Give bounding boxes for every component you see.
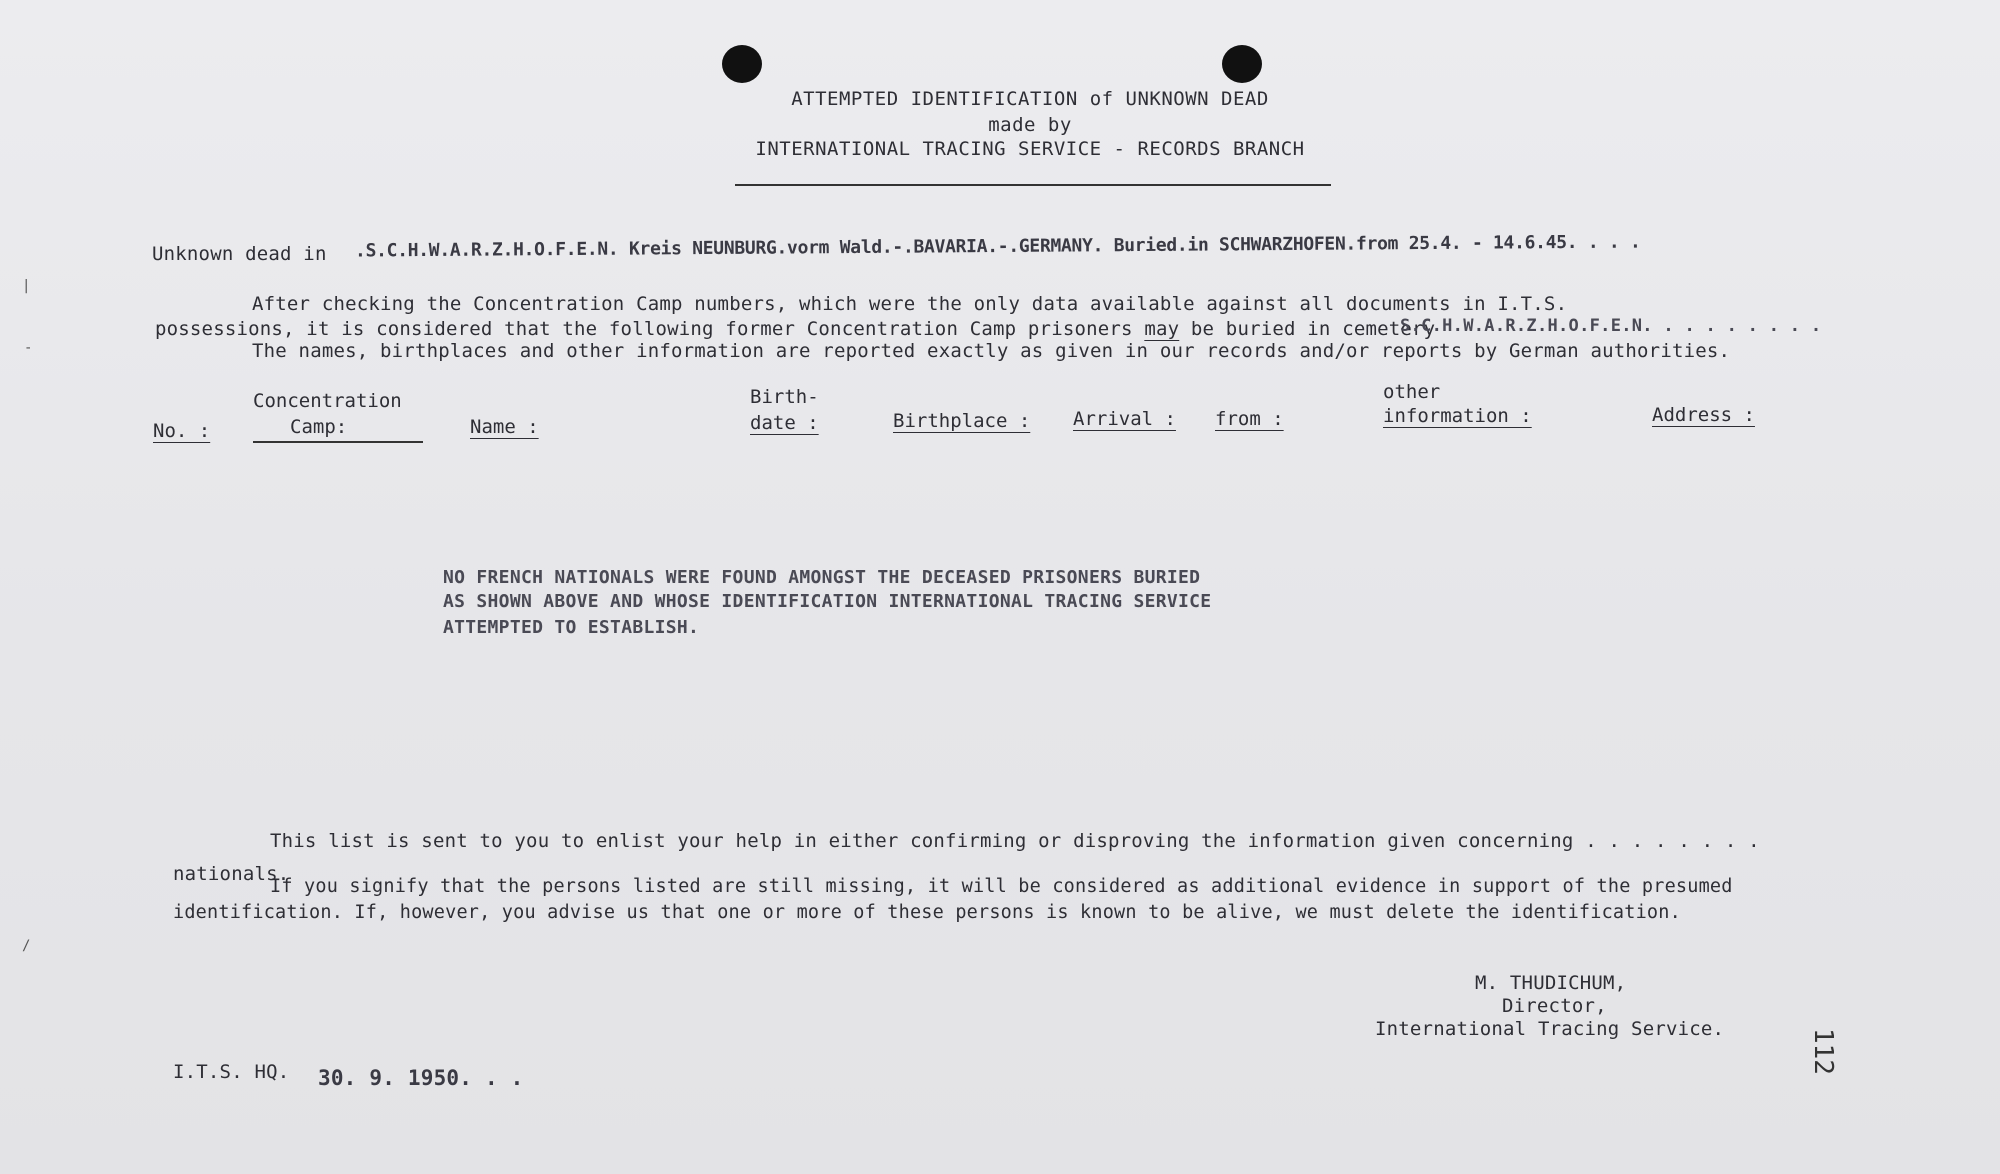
footer-date: 30. 9. 1950. . . <box>318 1066 524 1090</box>
intro-cemetery-stamp: S.C.H.W.A.R.Z.H.O.F.E.N. . . . . . . . . <box>1400 316 1822 336</box>
col-arrival: Arrival : <box>1073 408 1176 430</box>
intro-line-3: The names, birthplaces and other information are reported exactly as given in our records and/or reports by German authorities. <box>252 340 1731 362</box>
col-camp-underline <box>253 441 423 443</box>
margin-tick-3: / <box>22 938 31 954</box>
closing-line-4: identification. If, however, you advise us that one or more of these persons is known to be alive, we must delete the identification. <box>173 902 1681 923</box>
intro-line-2-a: possessions, it is considered that the following former Concentration Camp prisoners <box>155 318 1133 340</box>
col-camp-1: Concentration <box>253 390 402 412</box>
col-name: Name : <box>470 416 539 438</box>
punch-hole-left <box>722 45 762 83</box>
punch-hole-right <box>1222 45 1262 83</box>
margin-tick-2: - <box>24 340 33 356</box>
intro-may: may <box>1144 318 1180 340</box>
intro-line-2-b: be buried in cemetery <box>1190 318 1436 340</box>
header-line-1: ATTEMPTED IDENTIFICATION of UNKNOWN DEAD <box>791 88 1269 110</box>
page-number: 112 <box>1808 1028 1838 1075</box>
intro-line-1: After checking the Concentration Camp numbers, which were the only data available against all documents in I.T.S. <box>252 293 1568 315</box>
signature-title: Director, <box>1502 995 1607 1017</box>
col-other-1: other <box>1383 381 1441 403</box>
col-other-2: information : <box>1383 405 1532 427</box>
signature-org: International Tracing Service. <box>1375 1018 1725 1040</box>
col-no: No. : <box>153 420 211 442</box>
location-value: .S.C.H.W.A.R.Z.H.O.F.E.N. Kreis NEUNBURG.vorm Wald.-.BAVARIA.-.GERMANY. Buried.in SCHWARZHOFEN.from 25.4. - 14.6.45. . . . <box>354 231 1641 262</box>
col-birthplace: Birthplace : <box>893 410 1031 432</box>
col-camp-2: Camp: <box>290 416 348 438</box>
footer-office: I.T.S. HQ. <box>173 1061 290 1083</box>
closing-line-3: If you signify that the persons listed are still missing, it will be considered as additional evidence in support of the presumed <box>270 876 1733 897</box>
stamp-line-2: AS SHOWN ABOVE AND WHOSE IDENTIFICATION INTERNATIONAL TRACING SERVICE <box>443 591 1212 612</box>
signature-name: M. THUDICHUM, <box>1475 972 1627 994</box>
header-line-3: INTERNATIONAL TRACING SERVICE - RECORDS BRANCH <box>755 138 1305 160</box>
closing-line-1: This list is sent to you to enlist your help in either confirming or disproving the information given concerning . . . . . . . . <box>270 830 1760 852</box>
location-prefix: Unknown dead in <box>152 243 327 265</box>
header-rule <box>735 184 1331 186</box>
intro-line-2 <box>155 318 1435 340</box>
margin-tick-1: | <box>22 278 31 294</box>
header-line-2: made by <box>988 114 1072 136</box>
col-birthdate-2: date : <box>750 412 819 434</box>
closing-line-2: nationals. <box>173 863 290 885</box>
stamp-line-1: NO FRENCH NATIONALS WERE FOUND AMONGST THE DECEASED PRISONERS BURIED <box>443 567 1201 588</box>
col-birthdate-1: Birth- <box>750 386 819 408</box>
col-from: from : <box>1215 408 1284 430</box>
stamp-line-3: ATTEMPTED TO ESTABLISH. <box>443 617 700 638</box>
col-address: Address : <box>1652 404 1755 426</box>
